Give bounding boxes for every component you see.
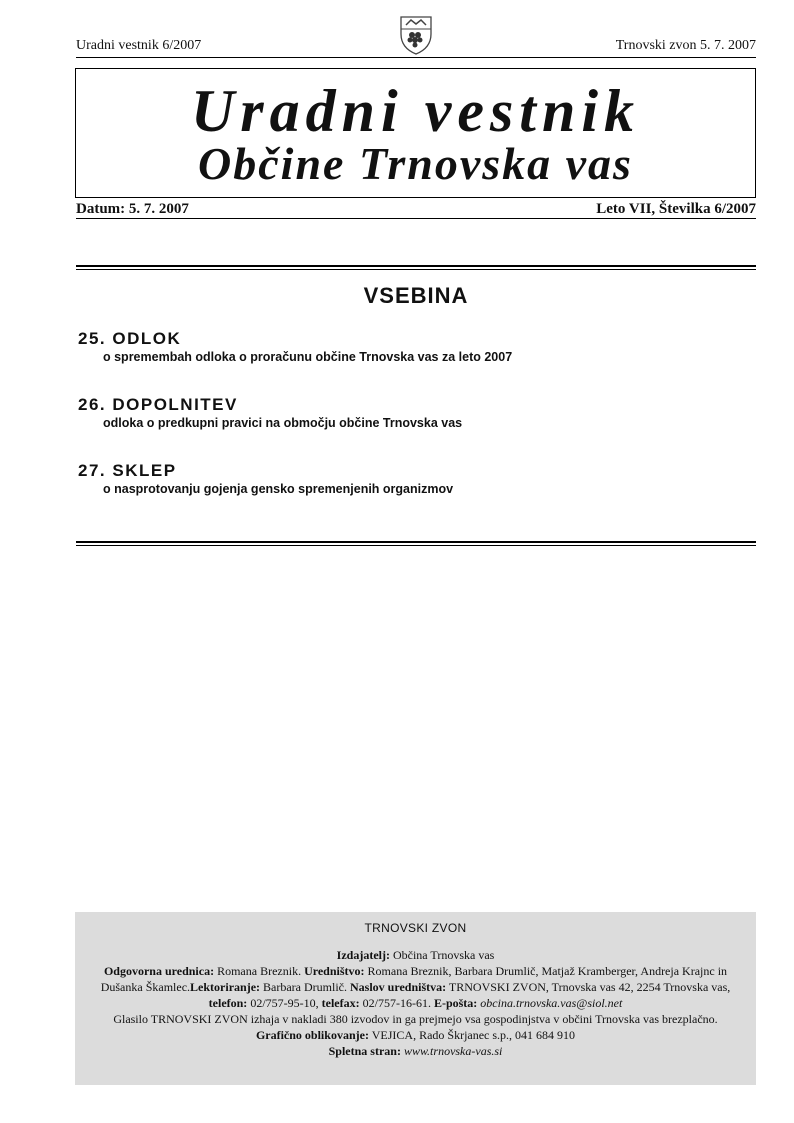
toc-bottom-rule xyxy=(76,541,756,546)
header-rule xyxy=(76,57,756,58)
toc-item[interactable] xyxy=(78,395,748,431)
masthead xyxy=(75,68,756,198)
board-value: Romana Breznik, Barbara Drumlič, Matjaž Kramberger, Andreja Krajnc in Dušanka Škamlec. xyxy=(100,964,728,994)
address-label: Naslov uredništva: xyxy=(349,980,447,994)
proof-value: Barbara Drumlič. xyxy=(263,980,347,994)
email-link[interactable]: obcina.trnovska.vas@siol.net xyxy=(480,996,623,1010)
board-label: Uredništvo: xyxy=(304,964,365,978)
publication-date: Datum: 5. 7. 2007 xyxy=(76,201,189,217)
issue-number: Uradni vestnik 6/2007 xyxy=(76,38,202,53)
fax-value: 02/757-16-61. xyxy=(362,996,431,1010)
toc-item-description: o nasprotovanju gojenja gensko spremenjenih organizmov xyxy=(103,482,454,496)
editor-label: Odgovorna urednica: xyxy=(103,964,215,978)
email-label: E-pošta: xyxy=(433,996,478,1010)
imprint-design xyxy=(97,1027,734,1043)
imprint-box xyxy=(75,912,756,1085)
dateline-rule xyxy=(76,218,756,219)
phone-label: telefon: xyxy=(208,996,248,1010)
imprint-circulation: Glasilo TRNOVSKI ZVON izhaja v nakladi 380 izvodov in ga prejmejo vsa gospodinjstva v občini Trnovska vas brezplačno. xyxy=(113,1012,718,1026)
toc-top-rule xyxy=(76,265,756,270)
proof-label: Lektoriranje: xyxy=(190,980,261,994)
masthead-title: Uradni vestnik xyxy=(190,78,641,144)
toc-item-description: o spremembah odloka o proračunu občine Trnovska vas za leto 2007 xyxy=(103,350,513,364)
address-value: TRNOVSKI ZVON, Trnovska vas 42, 2254 Trnovska vas, xyxy=(448,980,731,994)
editor-value: Romana Breznik. xyxy=(217,964,302,978)
imprint-title: TRNOVSKI ZVON xyxy=(364,921,467,935)
publisher-label: Izdajatelj: xyxy=(336,948,390,962)
toc-title: VSEBINA xyxy=(363,283,469,308)
imprint-web xyxy=(97,1043,734,1059)
imprint-editorial xyxy=(97,963,734,1011)
municipal-crest-icon xyxy=(398,14,434,56)
design-value: VEJICA, Rado Škrjanec s.p., 041 684 910 xyxy=(371,1028,576,1042)
imprint-publisher xyxy=(97,947,734,963)
toc-item-heading: 27. SKLEP xyxy=(78,461,177,480)
website-link[interactable]: www.trnovska-vas.si xyxy=(403,1044,503,1058)
toc-item-heading: 25. ODLOK xyxy=(78,329,182,348)
issue-date-header: Trnovski zvon 5. 7. 2007 xyxy=(615,38,756,53)
toc-item[interactable] xyxy=(78,461,748,497)
web-label: Spletna stran: xyxy=(328,1044,401,1058)
design-label: Grafično oblikovanje: xyxy=(255,1028,369,1042)
toc-item[interactable] xyxy=(78,329,748,365)
masthead-subtitle: Občine Trnovska vas xyxy=(198,138,633,189)
phone-value: 02/757-95-10, xyxy=(250,996,319,1010)
fax-label: telefax: xyxy=(321,996,360,1010)
toc-item-description: odloka o predkupni pravici na območju občine Trnovska vas xyxy=(103,416,463,430)
publisher-value: Občina Trnovska vas xyxy=(392,948,495,962)
toc-item-heading: 26. DOPOLNITEV xyxy=(78,395,238,414)
volume-number: Leto VII, Številka 6/2007 xyxy=(596,201,756,217)
